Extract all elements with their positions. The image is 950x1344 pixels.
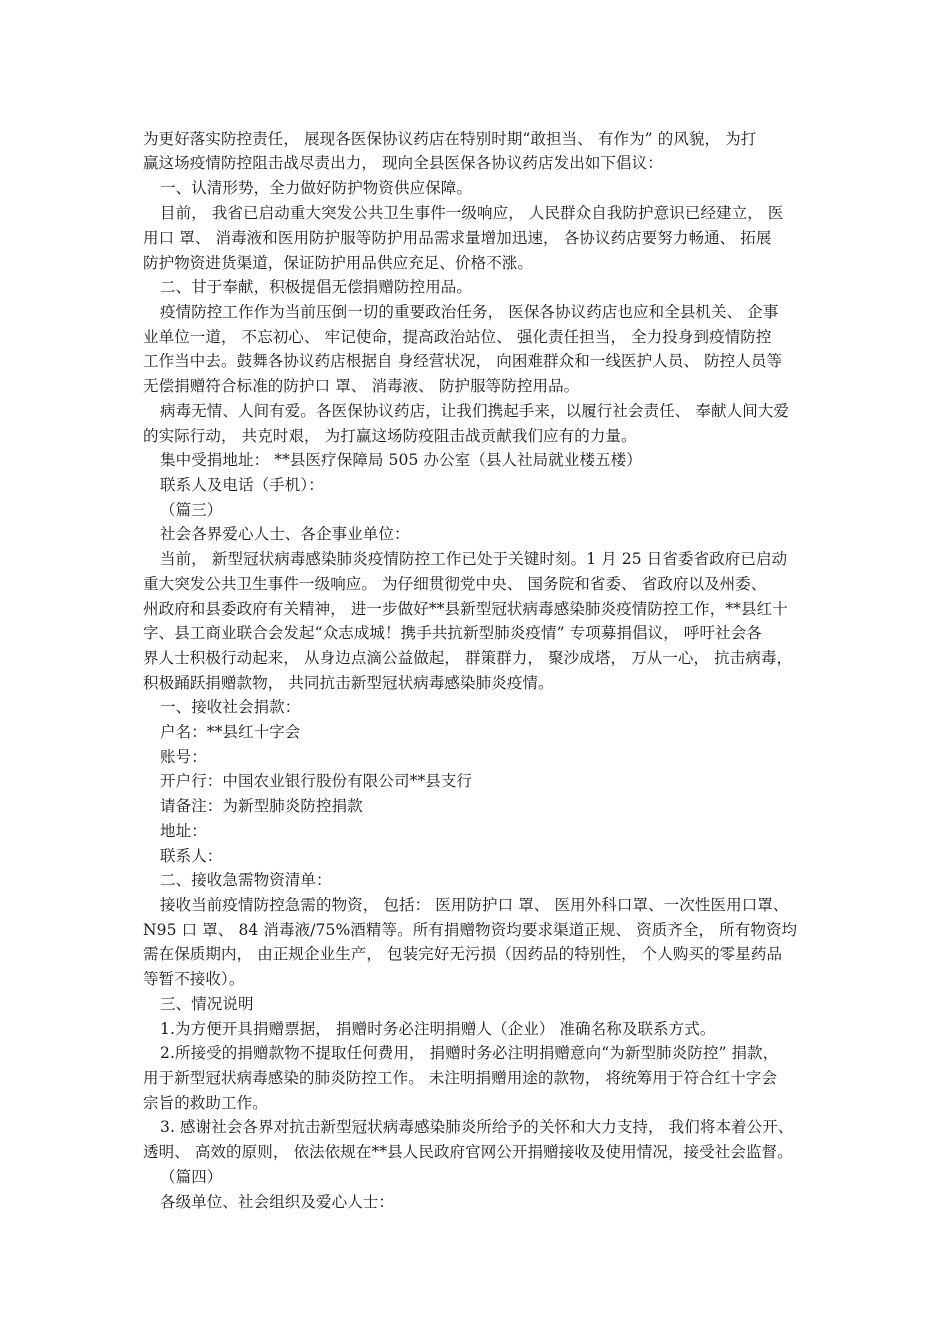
paragraph-line: 疫情防控工作作为当前压倒一切的重要政治任务， 医保各协议药店也应和全县机关、 企事 — [160, 303, 779, 321]
salutation-line: 各级单位、社会组织及爱心人士： — [160, 1193, 395, 1211]
paragraph-line: 防护物资进货渠道，保证防护用品供应充足、价格不涨。 — [143, 254, 534, 272]
contact-line: 联系人及电话（手机）： — [160, 476, 324, 494]
bank-line: 开户行：中国农业银行股份有限公司**县支行 — [160, 772, 473, 790]
paragraph-line: 界人士积极行动起来， 从身边点滴公益做起， 群策群力， 聚沙成塔， 万从一心， 抗击病毒， — [143, 649, 793, 667]
paragraph-line: 为更好落实防控责任， 展现各医保协议药店在特别时期“敢担当、 有作为” 的风貌， 为打 — [143, 130, 757, 148]
paragraph-line: 用口 罩、 消毒液和医用防护服等防护用品需求量增加迅速， 各协议药店要努力畅通、 拓展 — [143, 229, 772, 247]
section-heading: 一、认清形势，全力做好防护物资供应保障。 — [160, 179, 473, 197]
paragraph-line: 积极踊跃捐赠款物， 共同抗击新型冠状病毒感染肺炎疫情。 — [143, 674, 554, 692]
address-line: 地址： — [160, 822, 207, 840]
paragraph-line: 字、县工商业联合会发起“众志成城！携手共抗新型肺炎疫情” 专项募捐倡议， 呼吁社会各 — [143, 624, 762, 642]
account-name-line: 户名：**县红十字会 — [160, 723, 301, 741]
paragraph-line: 宗旨的救助工作。 — [143, 1094, 268, 1112]
account-number-line: 账号： — [160, 748, 207, 766]
section-heading: 一、接收社会捐款： — [160, 698, 301, 716]
paragraph-line: 赢这场疫情防控阻击战尽责出力， 现向全县医保各协议药店发出如下倡议： — [143, 154, 663, 172]
section-heading: 三、情况说明 — [160, 995, 254, 1013]
address-line: 集中受捐地址： **县医疗保障局 505 办公室（县人社局就业楼五楼） — [160, 451, 642, 469]
salutation-line: 社会各界爱心人士、各企事业单位： — [160, 525, 410, 543]
paragraph-line: 病毒无情、人间有爱。各医保协议药店，让我们携起手来，以履行社会责任、 奉献人间大爱 — [160, 402, 790, 420]
paragraph-line: 无偿捐赠符合标准的防护口 罩、 消毒液、 防护服等防控用品。 — [143, 377, 580, 395]
section-marker: （篇三） — [160, 501, 223, 519]
paragraph-line: 当前， 新型冠状病毒感染肺炎疫情防控工作已处于关键时刻。1 月 25 日省委省政府已启动 — [160, 550, 788, 568]
paragraph-line: 接收当前疫情防控急需的物资， 包括： 医用防护口 罩、 医用外科口罩、一次性医用口罩、 — [160, 896, 789, 914]
paragraph-line: 工作当中去。鼓舞各协议药店根据自 身经营状况， 向困难群众和一线医护人员、 防控人员等 — [143, 352, 783, 370]
paragraph-line: 重大突发公共卫生事件一级响应。 为仔细贯彻党中央、 国务院和省委、 省政府以及州委、 — [143, 575, 767, 593]
paragraph-line: 3. 感谢社会各界对抗击新型冠状病毒感染肺炎所给予的关怀和大力支持， 我们将本着公开、 — [160, 1118, 794, 1136]
paragraph-line: 州政府和县委政府有关精神， 进一步做好**县新型冠状病毒感染肺炎疫情防控工作，**县红十 — [143, 600, 788, 618]
paragraph-line: 的实际行动， 共克时艰， 为打赢这场防疫阻击战贡献我们应有的力量。 — [143, 427, 637, 445]
paragraph-line: 等暂不接收）。 — [143, 970, 245, 988]
paragraph-line: 目前， 我省已启动重大突发公共卫生事件一级响应， 人民群众自我防护意识已经建立， 医 — [160, 204, 784, 222]
paragraph-line: N95 口 罩、 84 消毒液/75%酒精等。所有捐赠物资均要求渠道正规、 资质齐全， 所有物资均 — [143, 921, 798, 939]
section-heading: 二、接收急需物资清单： — [160, 871, 332, 889]
section-marker: （篇四） — [160, 1168, 223, 1186]
paragraph-line: 用于新型冠状病毒感染的肺炎防控工作。 未注明捐赠用途的款物， 将统筹用于符合红十字会 — [143, 1069, 778, 1087]
remark-line: 请备注：为新型肺炎防控捐款 — [160, 797, 363, 815]
contact-line: 联系人： — [160, 847, 223, 865]
paragraph-line: 透明、 高效的原则， 依法依规在**县人民政府官网公开捐赠接收及使用情况，接受社会监督。 — [143, 1143, 793, 1161]
section-heading: 二、甘于奉献，积极提倡无偿捐赠防控用品。 — [160, 278, 473, 296]
paragraph-line: 需在保质期内， 由正规企业生产， 包装完好无污损（因药品的特别性， 个人购买的零星药品 — [143, 945, 783, 963]
paragraph-line: 1.为方便开具捐赠票据， 捐赠时务必注明捐赠人（企业） 准确名称及联系方式。 — [160, 1020, 716, 1038]
paragraph-line: 2.所接受的捐赠款物不提取任何费用， 捐赠时务必注明捐赠意向“为新型肺炎防控” 捐款， — [160, 1044, 779, 1062]
paragraph-line: 业单位一道， 不忘初心、 牢记使命，提高政治站位、 强化责任担当， 全力投身到疫情防控 — [143, 328, 772, 346]
